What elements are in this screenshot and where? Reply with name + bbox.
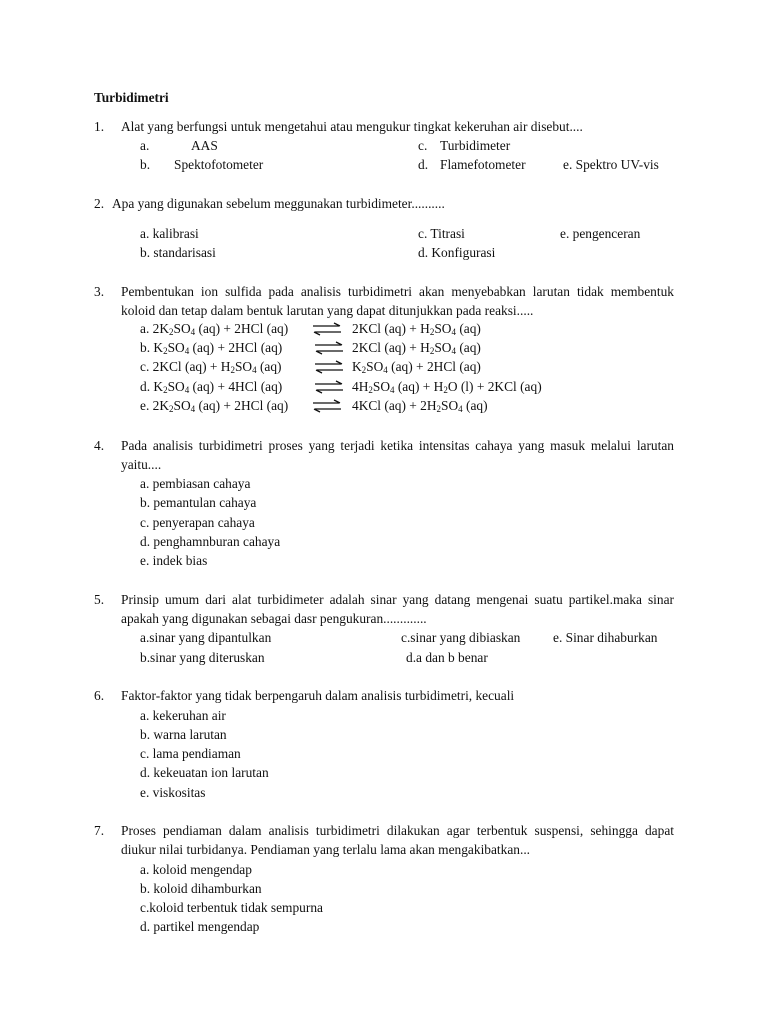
formula-text: a. 2K xyxy=(140,321,170,336)
formula-text: (aq) + H xyxy=(394,379,444,394)
formula-text: (aq) xyxy=(462,398,488,413)
q2-number: 2. xyxy=(94,196,105,211)
q1-option-d-letter: d. xyxy=(418,157,429,172)
formula-text: 2KCl (aq) + H xyxy=(352,321,430,336)
subscript: 4 xyxy=(390,385,395,395)
subscript: 4 xyxy=(451,346,456,356)
formula-text: SO xyxy=(167,379,185,394)
q2-option-e: e. pengenceran xyxy=(560,226,641,241)
subscript: 4 xyxy=(458,404,463,414)
q3-option-reactants xyxy=(140,357,282,376)
q1-option-b: Spektofotometer xyxy=(174,157,264,172)
q3-number: 3. xyxy=(94,284,105,299)
subscript: 2 xyxy=(429,346,435,356)
equilibrium-arrow-icon xyxy=(314,380,344,394)
q2-text: Apa yang digunakan sebelum meggunakan turbidimeter.......... xyxy=(112,196,445,211)
q1-number: 1. xyxy=(94,119,105,134)
formula-text: SO xyxy=(372,379,390,394)
subscript: 2 xyxy=(163,346,168,356)
formula-text: 4KCl (aq) + 2H xyxy=(352,398,437,413)
equilibrium-arrow-icon xyxy=(314,360,344,374)
formula-text: (aq) xyxy=(256,359,282,374)
formula-text: SO xyxy=(366,359,384,374)
formula-text: (aq) + 2HCl (aq) xyxy=(387,359,481,374)
q4-number: 4. xyxy=(94,438,105,453)
formula-text: SO xyxy=(167,340,185,355)
q2-option-a: a. kalibrasi xyxy=(140,226,199,241)
q6-option: e. viskositas xyxy=(140,785,206,800)
q3-option-reactants xyxy=(140,319,288,338)
q3-option-products xyxy=(352,396,488,415)
q2-option-b: b. standarisasi xyxy=(140,245,216,260)
q7-option: c.koloid terbentuk tidak sempurna xyxy=(140,900,323,915)
formula-text: SO xyxy=(434,321,452,336)
q6-option: b. warna larutan xyxy=(140,727,227,742)
subscript: 2 xyxy=(361,365,367,375)
q5-option-a: a.sinar yang dipantulkan xyxy=(140,630,272,645)
q6-number: 6. xyxy=(94,688,105,703)
q3-option-products xyxy=(352,357,481,376)
subscript: 2 xyxy=(436,404,442,414)
equilibrium-arrow-icon xyxy=(312,399,342,413)
subscript: 2 xyxy=(169,404,174,414)
q4-option: c. penyerapan cahaya xyxy=(140,515,255,530)
subscript: 4 xyxy=(190,327,196,337)
q2-option-c: c. Titrasi xyxy=(418,226,465,241)
q7-number: 7. xyxy=(94,823,105,838)
subscript: 4 xyxy=(252,365,257,375)
subscript: 4 xyxy=(184,385,190,395)
formula-text: SO xyxy=(234,359,253,374)
q5-option-e: e. Sinar dihaburkan xyxy=(553,630,658,645)
q3-option-reactants xyxy=(140,396,288,415)
formula-text: e. 2K xyxy=(140,398,170,413)
subscript: 2 xyxy=(163,385,168,395)
q3-option-reactants xyxy=(140,377,282,396)
q6-text: Faktor-faktor yang tidak berpengaruh dalam analisis turbidimetri, kecuali xyxy=(121,688,515,703)
q1-option-b-letter: b. xyxy=(140,157,151,172)
q1-option-e: e. Spektro UV-vis xyxy=(563,157,659,172)
document-title: Turbidimetri xyxy=(94,90,169,105)
q1-option-c: Turbidimeter xyxy=(440,138,511,153)
q7-option: d. partikel mengendap xyxy=(140,919,260,934)
subscript: 4 xyxy=(451,327,456,337)
q3-text: Pembentukan ion sulfida pada analisis turbidimetri akan menyebabkan larutan tidak membentuk koloid dan tetap dalam bentuk larutan yang dapat ditunjukkan pada reaksi..... xyxy=(121,284,674,318)
q4-option: a. pembiasan cahaya xyxy=(140,476,251,491)
q6-option: a. kekeruhan air xyxy=(140,708,226,723)
q2-option-d: d. Konfigurasi xyxy=(418,245,496,260)
q1-option-a: AAS xyxy=(191,138,218,153)
formula-text: K xyxy=(352,359,362,374)
subscript: 2 xyxy=(443,385,448,395)
q3-option-products xyxy=(352,377,542,396)
q5-option-c: c.sinar yang dibiaskan xyxy=(401,630,521,645)
formula-text: (aq) + 2HCl (aq) xyxy=(195,321,289,336)
formula-text: c. 2KCl (aq) + H xyxy=(140,359,231,374)
q7-option: b. koloid dihamburkan xyxy=(140,881,262,896)
subscript: 2 xyxy=(429,327,435,337)
q7-option: a. koloid mengendap xyxy=(140,862,252,877)
subscript: 4 xyxy=(190,404,196,414)
formula-text: O (l) + 2KCl (aq) xyxy=(447,379,542,394)
q6-option: d. kekeuatan ion larutan xyxy=(140,765,269,780)
formula-text: (aq) xyxy=(455,321,481,336)
formula-text: 2KCl (aq) + H xyxy=(352,340,430,355)
subscript: 4 xyxy=(383,365,388,375)
subscript: 2 xyxy=(169,327,174,337)
q1-option-c-letter: c. xyxy=(418,138,428,153)
formula-text: SO xyxy=(441,398,459,413)
q1-option-d: Flamefotometer xyxy=(440,157,526,172)
q5-text: Prinsip umum dari alat turbidimeter adalah sinar yang datang mengenai suatu partikel.maka sinar apakah yang digunakan sebagai dasr pengukuran............. xyxy=(121,592,674,626)
formula-text: SO xyxy=(173,398,191,413)
q5-option-b: b.sinar yang diteruskan xyxy=(140,650,265,665)
formula-text: (aq) + 2HCl (aq) xyxy=(195,398,289,413)
q4-option: d. penghamnburan cahaya xyxy=(140,534,281,549)
q4-text: Pada analisis turbidimetri proses yang terjadi ketika intensitas cahaya yang masuk melalui larutan yaitu.... xyxy=(121,438,674,472)
formula-text: SO xyxy=(173,321,191,336)
q5-number: 5. xyxy=(94,592,105,607)
formula-text: (aq) xyxy=(455,340,481,355)
q3-option-products xyxy=(352,319,481,338)
formula-text: d. K xyxy=(140,379,164,394)
subscript: 2 xyxy=(368,385,373,395)
q1-text: Alat yang berfungsi untuk mengetahui atau mengukur tingkat kekeruhan air disebut.... xyxy=(121,119,583,134)
q7-text: Proses pendiaman dalam analisis turbidimetri dilakukan agar terbentuk suspensi, sehingga dapat diukur nilai turbidanya. Pendiaman yang terlalu lama akan mengakibatkan... xyxy=(121,823,674,857)
formula-text: (aq) + 4HCl (aq) xyxy=(189,379,283,394)
q4-option: e. indek bias xyxy=(140,553,208,568)
formula-text: (aq) + 2HCl (aq) xyxy=(189,340,283,355)
formula-text: b. K xyxy=(140,340,164,355)
formula-text: SO xyxy=(434,340,452,355)
subscript: 4 xyxy=(184,346,190,356)
q5-option-d: d.a dan b benar xyxy=(406,650,488,665)
q3-option-products xyxy=(352,338,481,357)
q3-option-reactants xyxy=(140,338,282,357)
formula-text: 4H xyxy=(352,379,369,394)
q6-option: c. lama pendiaman xyxy=(140,746,241,761)
q1-option-a-letter: a. xyxy=(140,138,150,153)
equilibrium-arrow-icon xyxy=(314,341,344,355)
q4-option: b. pemantulan cahaya xyxy=(140,495,257,510)
equilibrium-arrow-icon xyxy=(312,322,342,336)
subscript: 2 xyxy=(230,365,235,375)
